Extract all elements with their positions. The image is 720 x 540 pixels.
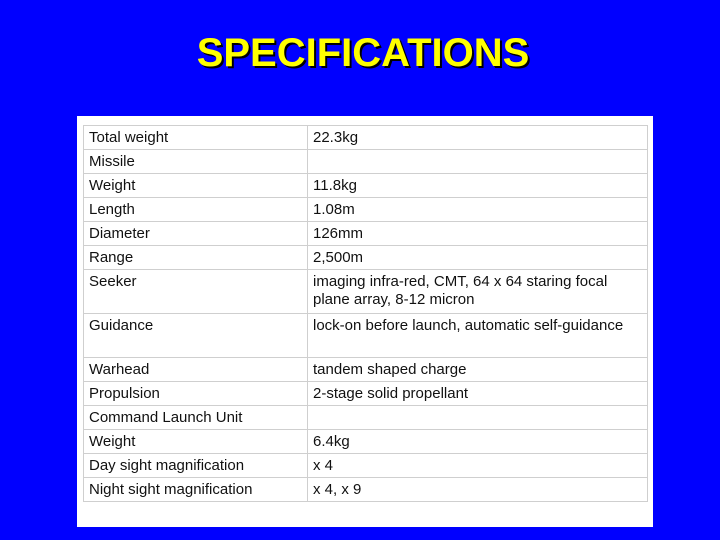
row-value: 2,500m bbox=[308, 246, 648, 270]
row-label: Warhead bbox=[84, 358, 308, 382]
table-row bbox=[84, 358, 648, 382]
table-row bbox=[84, 478, 648, 502]
table-row bbox=[84, 406, 648, 430]
table-row bbox=[84, 198, 648, 222]
row-value: 1.08m bbox=[308, 198, 648, 222]
row-value: 2-stage solid propellant bbox=[308, 382, 648, 406]
row-label: Length bbox=[84, 198, 308, 222]
row-label: Missile bbox=[84, 150, 308, 174]
row-value bbox=[308, 406, 648, 430]
row-label: Guidance bbox=[84, 314, 308, 358]
row-label: Range bbox=[84, 246, 308, 270]
table-row bbox=[84, 430, 648, 454]
row-value: lock-on before launch, automatic self-guidance bbox=[308, 314, 648, 358]
row-label: Propulsion bbox=[84, 382, 308, 406]
row-label: Command Launch Unit bbox=[84, 406, 308, 430]
row-value: 22.3kg bbox=[308, 126, 648, 150]
table-row bbox=[84, 126, 648, 150]
row-label: Seeker bbox=[84, 270, 308, 314]
spec-table bbox=[83, 125, 648, 502]
row-value: 6.4kg bbox=[308, 430, 648, 454]
row-value: x 4 bbox=[308, 454, 648, 478]
row-label: Day sight magnification bbox=[84, 454, 308, 478]
row-value bbox=[308, 150, 648, 174]
table-row bbox=[84, 314, 648, 358]
row-label: Diameter bbox=[84, 222, 308, 246]
row-label: Night sight magnification bbox=[84, 478, 308, 502]
table-row bbox=[84, 150, 648, 174]
spec-table-frame bbox=[77, 116, 653, 527]
slide-title: SPECIFICATIONS bbox=[196, 31, 530, 75]
table-row bbox=[84, 382, 648, 406]
table-row bbox=[84, 174, 648, 198]
row-label: Weight bbox=[84, 430, 308, 454]
row-value: 11.8kg bbox=[308, 174, 648, 198]
table-row bbox=[84, 246, 648, 270]
row-value: imaging infra-red, CMT, 64 x 64 staring focal plane array, 8-12 micron bbox=[308, 270, 648, 314]
table-row bbox=[84, 270, 648, 314]
row-label: Weight bbox=[84, 174, 308, 198]
table-row bbox=[84, 454, 648, 478]
table-row bbox=[84, 222, 648, 246]
row-value: 126mm bbox=[308, 222, 648, 246]
row-value: tandem shaped charge bbox=[308, 358, 648, 382]
row-value: x 4, x 9 bbox=[308, 478, 648, 502]
row-label: Total weight bbox=[84, 126, 308, 150]
